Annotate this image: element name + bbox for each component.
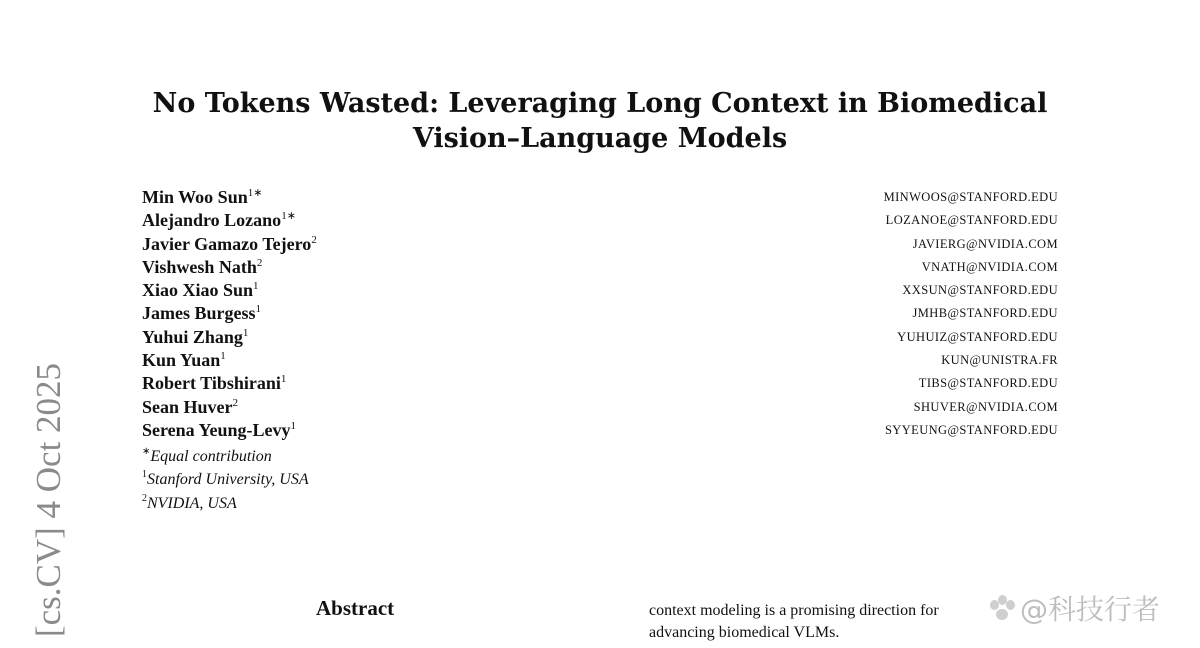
email-list [884,186,1058,442]
author-name: Sean Huver$^2$ [142,396,239,417]
affiliation-notes [142,445,309,515]
author-email: MINWOOS@STANFORD.EDU [883,190,1058,204]
author-email: SYYEUNG@STANFORD.EDU [884,422,1058,437]
author-name: James Burgess$^1$ [142,303,261,324]
author-name: Xiao Xiao Sun$^1$ [142,280,259,301]
abstract-heading: Abstract [316,596,395,620]
abstract-text [649,600,989,644]
author-name: Yuhui Zhang$^1$ [142,326,249,347]
paper-title [100,86,1100,156]
abstract-line-2: advancing biomedical VLMs. [649,624,840,641]
author-name: Vishwesh Nath$^2$ [142,256,263,277]
author-email: SHUVER@NVIDIA.COM [913,399,1058,414]
author-email: XXSUN@STANFORD.EDU [902,283,1058,298]
author-email: KUN@UNISTRA.FR [941,353,1058,368]
note-affiliation-stanford: $^1$Stanford University, USA [142,469,309,489]
author-list [142,186,317,442]
note-equal-contribution: ∗Equal contribution [142,446,272,465]
author-name: Kun Yuan$^1$ [142,350,226,371]
author-email: YUHUIZ@STANFORD.EDU [897,329,1058,344]
title-line-1: No Tokens Wasted: Leveraging Long Context in Biomedical [152,88,1048,119]
author-email: TIBS@STANFORD.EDU [918,376,1058,391]
author-name: Robert Tibshirani$^1$ [142,373,287,394]
watermark-text: @科技行者 [1020,593,1161,626]
title-line-2: Vision–Language Models [412,123,788,154]
paw-icon [988,594,1016,622]
abstract-line-1: context modeling is a promising direction for [649,602,939,619]
author-name: Min Woo Sun$^{1∗}$ [142,187,263,207]
author-name: Alejandro Lozano$^{1∗}$ [142,210,296,231]
author-email: JMHB@STANFORD.EDU [912,306,1058,321]
author-name: Serena Yeung-Levy$^1$ [142,419,296,440]
author-email: LOZANOE@STANFORD.EDU [885,213,1058,228]
author-email: VNATH@NVIDIA.COM [921,259,1058,274]
watermark [988,588,1160,628]
note-affiliation-nvidia: $^2$NVIDIA, USA [142,492,237,512]
arxiv-stamp: [cs.CV] 4 Oct 2025 [29,362,68,638]
author-email: JAVIERG@NVIDIA.COM [912,236,1058,251]
author-name: Javier Gamazo Tejero$^2$ [142,233,317,254]
